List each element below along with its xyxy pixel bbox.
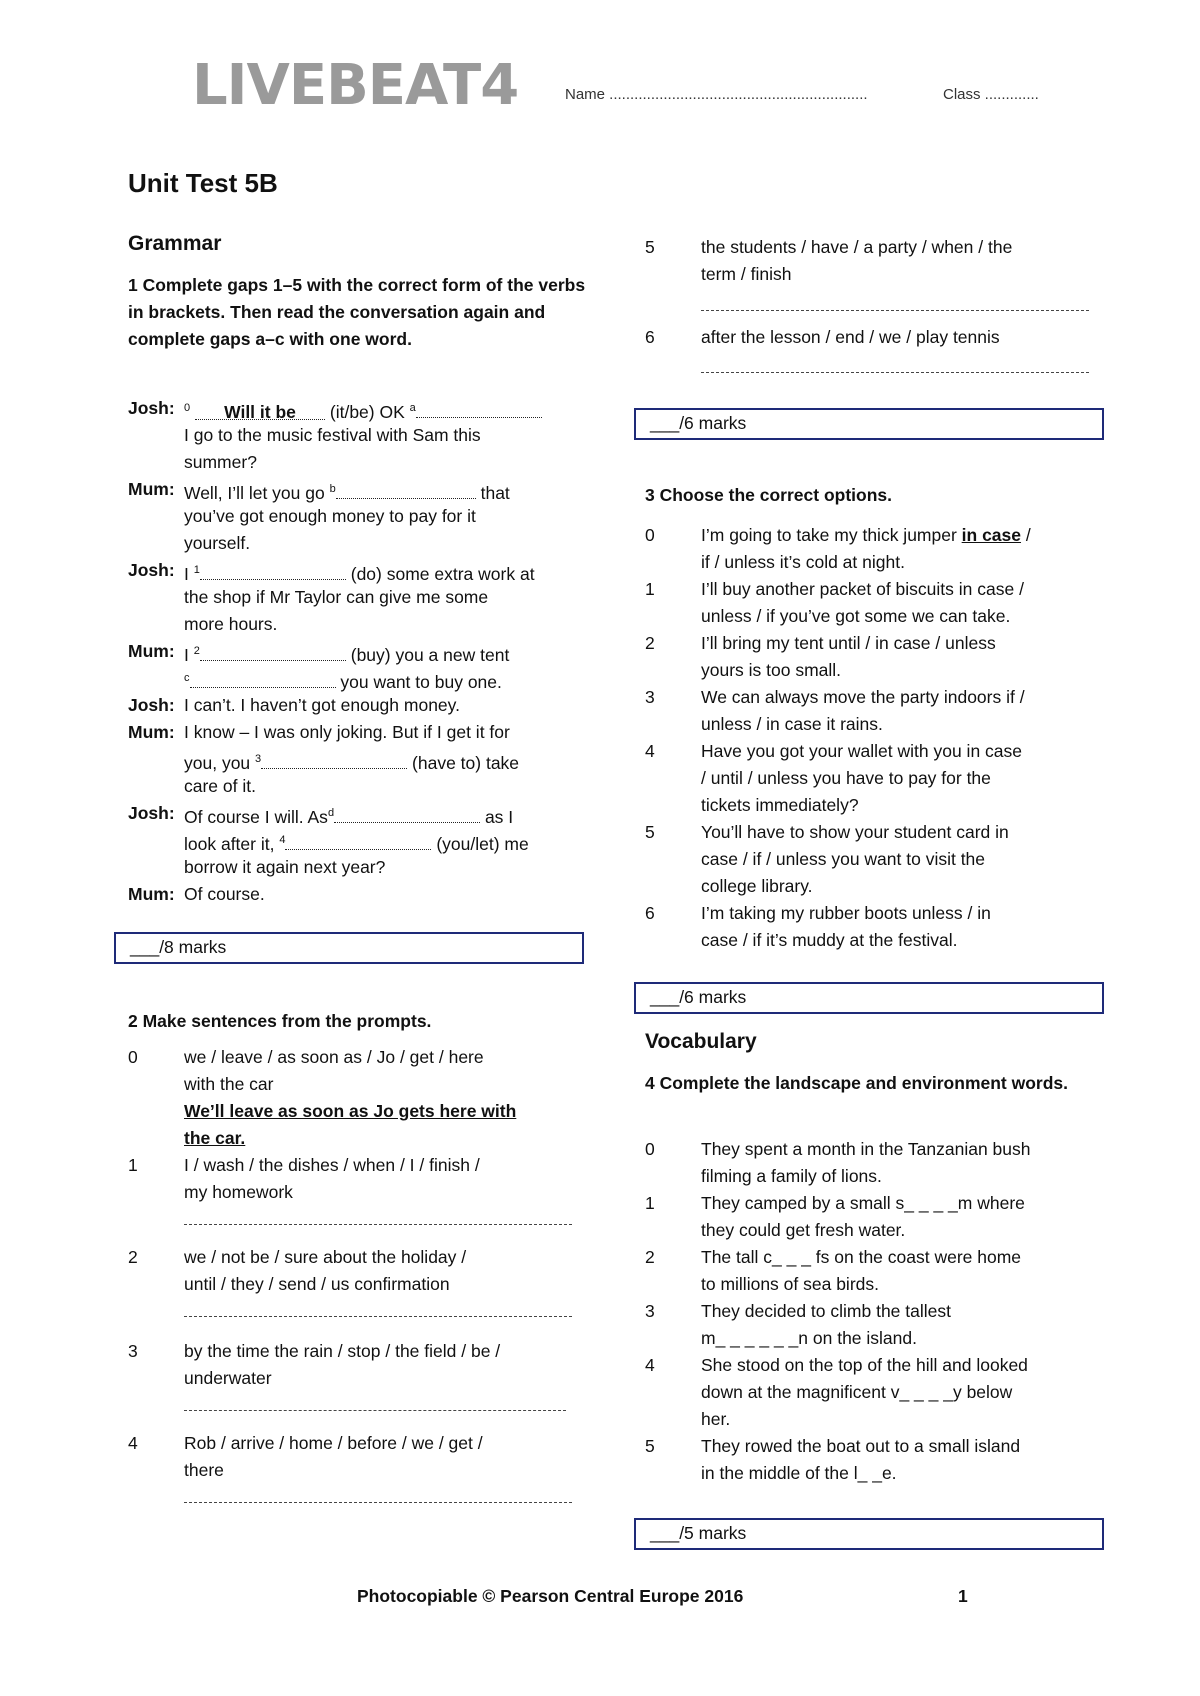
dialogue-line: look after it, $^4$ (you/let) me	[128, 827, 588, 854]
dialogue-line: Josh: I can’t. I haven’t got enough money.	[128, 695, 460, 715]
answer-line[interactable]	[184, 1224, 572, 1225]
name-field[interactable]: Name ..............................................................	[565, 86, 868, 103]
dialogue-line: more hours.	[184, 614, 278, 634]
gap-b[interactable]	[336, 478, 476, 499]
dialogue-line: Mum: I $^2$ (buy) you a new tent	[128, 641, 510, 665]
gap-2[interactable]	[200, 640, 346, 661]
answer-line[interactable]	[184, 1316, 572, 1317]
ex2-items-continued: 5 the students / have / a party / when / the term / finish 6 after the lesson / end / we / play tennis	[645, 234, 1105, 394]
ex2-instruction: 2 Make sentences from the prompts.	[128, 1011, 432, 1031]
dialogue-line: you’ve got enough money to pay for it	[184, 506, 476, 526]
dialogue-line: Josh: I $^1$ (do) some extra work at	[128, 560, 535, 584]
page-number: 1	[958, 1586, 968, 1606]
ex3-instruction: 3 Choose the correct options.	[645, 485, 892, 505]
dialogue-line: Josh: Of course I will. As$^d$ as I	[128, 803, 514, 827]
ex4-marks-box[interactable]: ___/5 marks	[634, 1518, 1104, 1550]
ex2-marks-box[interactable]: ___/6 marks	[634, 408, 1104, 440]
dialogue-line: Mum: Well, I’ll let you go $^b$ that	[128, 479, 510, 503]
gap-a[interactable]	[416, 397, 542, 418]
class-field[interactable]: Class .............	[943, 86, 1039, 103]
vocabulary-heading: Vocabulary	[645, 1030, 757, 1053]
dialogue-line: Mum: I know – I was only joking. But if I get it for	[128, 722, 510, 742]
dialogue	[128, 395, 588, 915]
dialogue-line: I go to the music festival with Sam this	[184, 425, 481, 445]
ex1-marks-box[interactable]: ___/8 marks	[114, 932, 584, 964]
dialogue-line: Josh: $^0$ Will it be (it/be) OK $^a$	[128, 395, 588, 422]
dialogue-line: Mum: Of course.	[128, 884, 265, 904]
answer-line[interactable]	[701, 372, 1089, 373]
ex2-items: 0 we / leave / as soon as / Jo / get / here with the car We’ll leave as soon as Jo gets here with the car. 1 I / wash / the dishes / when / I / finish / my homework 2 we / not be / sure about the holiday / until / they / send / us confirmation 3 by the time the rain / stop / the field / be / underwater 4 Rob / arrive / home / before / we / get / there	[128, 1044, 588, 1514]
dialogue-line: you, you $^3$ (have to) take	[128, 746, 588, 773]
dialogue-line: $^c$ you want to buy one.	[128, 665, 588, 692]
ex1-instruction: 1 Complete gaps 1–5 with the correct form of the verbs in brackets. Then read the conversation again and complete gaps a–c with one word.	[128, 275, 586, 349]
model-answer: Will it be	[195, 399, 325, 420]
model-answer: We’ll leave as soon as Jo gets here with	[184, 1101, 517, 1121]
gap-1[interactable]	[200, 559, 346, 580]
dialogue-line: summer?	[184, 452, 257, 472]
grammar-heading: Grammar	[128, 232, 222, 255]
dialogue-line: care of it.	[184, 776, 256, 796]
gap-3[interactable]	[261, 748, 407, 769]
model-answer: in case	[961, 525, 1022, 545]
gap-4[interactable]	[285, 829, 431, 850]
model-answer: the car.	[184, 1128, 246, 1148]
answer-line[interactable]	[701, 310, 1089, 311]
answer-line[interactable]	[184, 1410, 566, 1411]
livebeat-logo: LIVEBEAT4	[192, 53, 519, 118]
dialogue-line: the shop if Mr Taylor can give me some	[184, 587, 489, 607]
copyright-footer: Photocopiable © Pearson Central Europe 2016	[357, 1586, 744, 1606]
gap-c[interactable]	[190, 667, 336, 688]
page-title: Unit Test 5B	[128, 168, 278, 198]
gap-d[interactable]	[334, 802, 480, 823]
ex4-items: 0 They spent a month in the Tanzanian bush filming a family of lions. 1 They camped by a small s_ _ _ _m where they could get fresh water. 2 The tall c_ _ _ fs on the coast were home to millions of sea birds. 3 They decided to climb the tallest m_ _ _ _ _ _n on the island. 4 She stood on the top of the hill and looked down at the magnificent v_ _ _ _y below her. 5 They rowed the boat out to a small island in the middle of the l_ _e.	[645, 1139, 1031, 1483]
answer-line[interactable]	[184, 1502, 572, 1503]
ex4-instruction: 4 Complete the landscape and environment words.	[645, 1073, 1069, 1093]
dialogue-line: yourself.	[184, 533, 251, 553]
ex3-marks-box[interactable]: ___/6 marks	[634, 982, 1104, 1014]
heartbeat-line-icon	[190, 84, 490, 124]
dialogue-line: borrow it again next year?	[184, 857, 386, 877]
ex3-items: 0 I’m going to take my thick jumper in case / if / unless it’s cold at night. 1 I’ll buy another packet of biscuits in case / unless / if you’ve got some we can take. 2 I’ll bring my tent until / in case / unless yours is too small. 3 We can always move the party indoors if / unless / in case it rains. 4 Have you got your wallet with you in case / until / unless you have to pay for the tickets immediately? 5 You’ll have to show your student card in case / if / unless you want to visit the college library. 6 I’m taking my rubber boots unless / in case / if it’s muddy at the festival.	[645, 525, 1031, 950]
